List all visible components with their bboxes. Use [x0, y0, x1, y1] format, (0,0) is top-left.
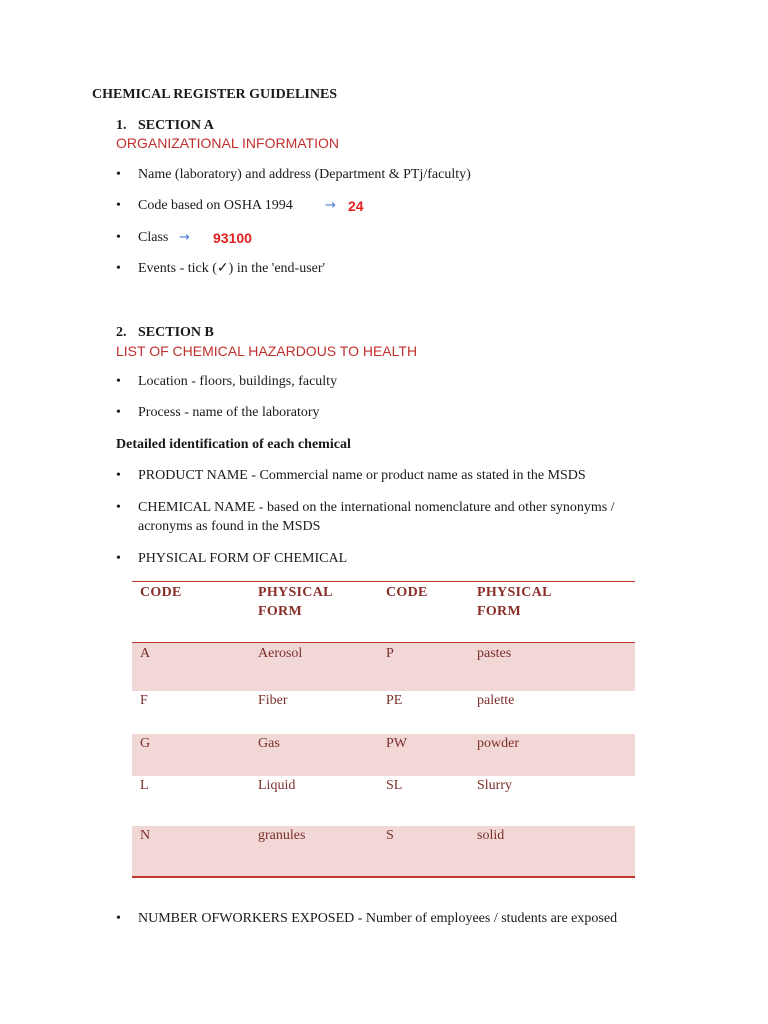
table-header-physical-1: PHYSICAL: [258, 585, 333, 600]
table-header-form-2: FORM: [477, 604, 521, 619]
table-cell-code: L: [140, 778, 149, 793]
table-cell-code: A: [140, 646, 151, 661]
bullet-icon: •: [116, 230, 121, 245]
table-cell-form: Gas: [258, 736, 280, 751]
detail-bullet-chemical-name-cont: acronyms as found in the MSDS: [138, 519, 321, 534]
table-cell-code: G: [140, 736, 151, 751]
table-cell-code: PW: [386, 736, 407, 751]
bullet-icon: •: [116, 261, 121, 276]
table-cell-form: pastes: [477, 646, 512, 661]
section-a-bullet-code: Code based on OSHA 1994: [138, 198, 293, 213]
table-cell-form: Liquid: [258, 778, 296, 793]
table-cell-code: F: [140, 693, 148, 708]
table-cell-form: Fiber: [258, 693, 288, 708]
code-value: 24: [348, 198, 364, 214]
table-header-form-1: FORM: [258, 604, 302, 619]
detail-bullet-physical-form: PHYSICAL FORM OF CHEMICAL: [138, 551, 348, 566]
section-b-heading: SECTION B: [138, 325, 214, 340]
bullet-icon: •: [116, 500, 121, 515]
arrow-right-icon: →: [325, 198, 336, 213]
detail-heading: Detailed identification of each chemical: [116, 437, 351, 452]
section-a-heading: SECTION A: [138, 118, 214, 133]
table-header-code-2: CODE: [386, 585, 428, 600]
table-cell-code: P: [386, 646, 394, 661]
bullet-icon: •: [116, 551, 121, 566]
table-bottom-rule: [132, 876, 635, 878]
bullet-icon: •: [116, 167, 121, 182]
table-row: [132, 691, 635, 734]
bullet-icon: •: [116, 198, 121, 213]
bullet-icon: •: [116, 374, 121, 389]
table-row: [132, 643, 635, 691]
detail-bullet-product-name: PRODUCT NAME - Commercial name or product name as stated in the MSDS: [138, 468, 586, 483]
table-top-rule: [132, 581, 635, 582]
table-cell-code: SL: [386, 778, 403, 793]
class-value: 93100: [213, 230, 252, 246]
detail-bullet-chemical-name: CHEMICAL NAME - based on the international nomenclature and other synonyms /: [138, 500, 615, 515]
table-cell-form: granules: [258, 828, 306, 843]
bullet-workers-exposed: NUMBER OFWORKERS EXPOSED - Number of employees / students are exposed: [138, 911, 618, 926]
arrow-right-icon: →: [179, 230, 190, 245]
section-a-bullet-events: Events - tick (✓) in the 'end-user': [138, 261, 326, 276]
page-title: CHEMICAL REGISTER GUIDELINES: [92, 87, 338, 102]
section-a-subheading: ORGANIZATIONAL INFORMATION: [116, 135, 339, 151]
table-cell-code: S: [386, 828, 394, 843]
section-b-bullet-process: Process - name of the laboratory: [138, 405, 320, 420]
table-cell-form: Aerosol: [258, 646, 303, 661]
section-b-subheading: LIST OF CHEMICAL HAZARDOUS TO HEALTH: [116, 343, 418, 359]
section-a-number: 1.: [116, 118, 127, 133]
table-cell-code: PE: [386, 693, 403, 708]
table-cell-code: N: [140, 828, 151, 843]
table-cell-form: solid: [477, 828, 505, 843]
section-b-number: 2.: [116, 325, 127, 340]
section-a-bullet-class: Class: [138, 230, 169, 245]
section-b-bullet-location: Location - floors, buildings, faculty: [138, 374, 338, 389]
table-cell-form: powder: [477, 736, 519, 751]
table-header-physical-2: PHYSICAL: [477, 585, 552, 600]
bullet-icon: •: [116, 911, 121, 926]
table-row: [132, 776, 635, 826]
table-row: [132, 734, 635, 776]
table-cell-form: palette: [477, 693, 515, 708]
bullet-icon: •: [116, 405, 121, 420]
table-header-code-1: CODE: [140, 585, 182, 600]
table-row: [132, 826, 635, 876]
table-cell-form: Slurry: [477, 778, 512, 793]
bullet-icon: •: [116, 468, 121, 483]
section-a-bullet-name: Name (laboratory) and address (Department & PTj/faculty): [138, 167, 471, 182]
